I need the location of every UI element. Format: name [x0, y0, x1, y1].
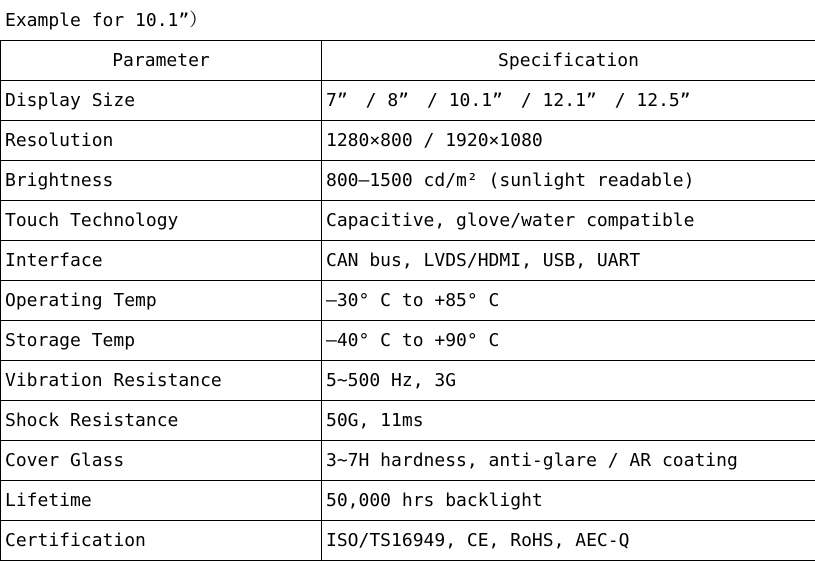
parameter-cell: Brightness — [1, 161, 322, 201]
table-row-brightness — [1, 161, 815, 201]
parameter-cell: Interface — [1, 241, 322, 281]
parameter-cell: Vibration Resistance — [1, 361, 322, 401]
specification-cell: 1280×800 / 1920×1080 — [322, 121, 815, 161]
table-row-resolution — [1, 121, 815, 161]
parameter-cell: Storage Temp — [1, 321, 322, 361]
table-row-display-size — [1, 81, 815, 121]
specification-cell: CAN bus, LVDS/HDMI, USB, UART — [322, 241, 815, 281]
table-caption: Example for 10.1”） — [1, 1, 322, 41]
specification-cell: 50,000 hrs backlight — [322, 481, 815, 521]
specification-cell: –40° C to +90° C — [322, 321, 815, 361]
table-row-vibration-resistance — [1, 361, 815, 401]
table-row-operating-temp — [1, 281, 815, 321]
table-row-certification — [1, 521, 815, 561]
header-parameter: Parameter — [1, 41, 322, 81]
table-row-lifetime — [1, 481, 815, 521]
parameter-cell: Shock Resistance — [1, 401, 322, 441]
specification-cell: –30° C to +85° C — [322, 281, 815, 321]
header-specification: Specification — [322, 41, 815, 81]
specification-cell: 50G, 11ms — [322, 401, 815, 441]
specification-cell: Capacitive, glove/water compatible — [322, 201, 815, 241]
parameter-cell: Resolution — [1, 121, 322, 161]
specification-cell: 5~500 Hz, 3G — [322, 361, 815, 401]
specification-cell: 800–1500 cd/m² (sunlight readable) — [322, 161, 815, 201]
parameter-cell: Cover Glass — [1, 441, 322, 481]
table-header-row — [1, 41, 815, 81]
specification-cell: 3~7H hardness, anti-glare / AR coating — [322, 441, 815, 481]
parameter-cell: Lifetime — [1, 481, 322, 521]
caption-row — [1, 1, 815, 41]
parameter-cell: Certification — [1, 521, 322, 561]
table-row-cover-glass — [1, 441, 815, 481]
caption-blank-cell — [322, 1, 815, 41]
table-row-interface — [1, 241, 815, 281]
table-row-touch-technology — [1, 201, 815, 241]
parameter-cell: Touch Technology — [1, 201, 322, 241]
parameter-cell: Display Size — [1, 81, 322, 121]
specification-cell: 7” / 8” / 10.1” / 12.1” / 12.5” — [322, 81, 815, 121]
table-row-shock-resistance — [1, 401, 815, 441]
specification-cell: ISO/TS16949, CE, RoHS, AEC-Q — [322, 521, 815, 561]
table-row-storage-temp — [1, 321, 815, 361]
parameter-cell: Operating Temp — [1, 281, 322, 321]
